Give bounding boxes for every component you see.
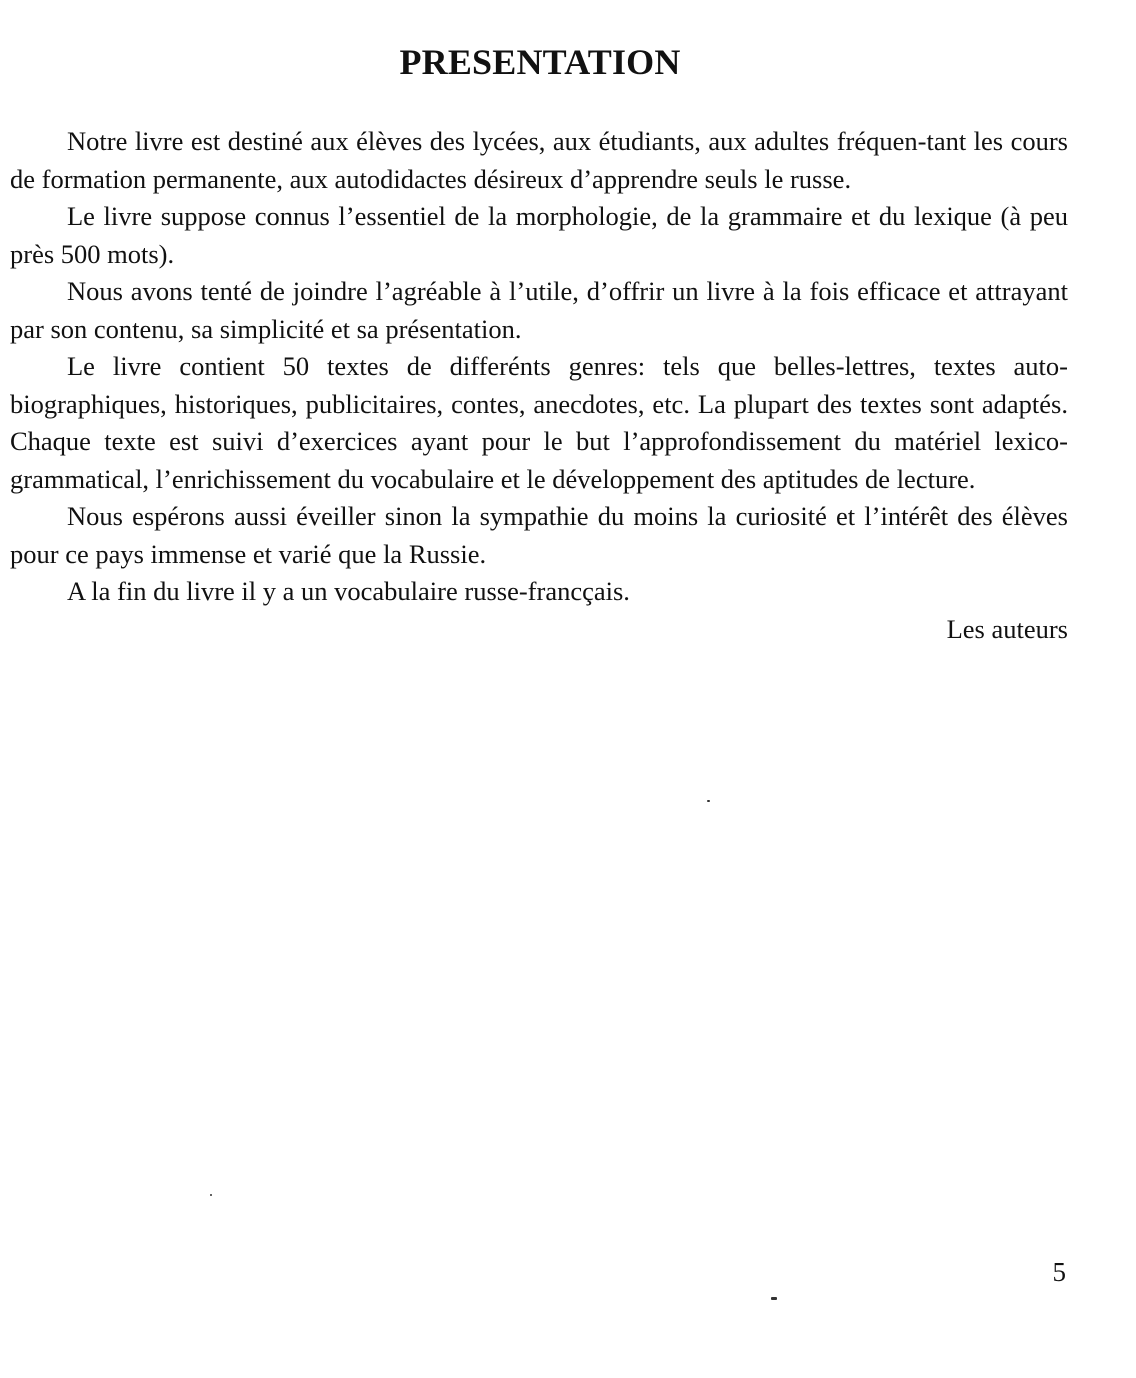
page-title: PRESENTATION [399,42,681,82]
paragraph-4: Le livre contient 50 textes de differénts genres: tels que belles-lettres, textes auto-biographiques, historiques, publicitaires, contes, anecdotes, etc. La plupart des textes sont adaptés. Chaque texte est suivi d’exercices ayant pour le but l’approfondissement du matériel lexico-grammatical, l’enrichissement du vocabulaire et le développement des aptitudes de lecture. [10,351,1068,494]
scan-speck [771,1297,777,1300]
paragraph-5: Nous espérons aussi éveiller sinon la sympathie du moins la curiosité et l’intérêt des élèves pour ce pays immense et varié que la Russie. [10,501,1068,569]
presentation-body [10,123,1068,648]
paragraph-2: Le livre suppose connus l’essentiel de la morphologie, de la grammaire et du lexique (à peu près 500 mots). [10,201,1068,269]
scan-speck [210,1194,212,1196]
scan-speck [707,800,710,802]
signature: Les auteurs [946,613,1068,644]
paragraph-6: A la fin du livre il y a un vocabulaire russe-francçais. [67,576,630,606]
paragraph-3: Nous avons tenté de joindre l’agréable à l’utile, d’offrir un livre à la fois efficace et attrayant par son contenu, sa simplicité et sa présentation. [10,276,1068,344]
page-number: 5 [1052,1257,1066,1287]
paragraph-1: Notre livre est destiné aux élèves des lycées, aux étudiants, aux adultes fréquen-tant les cours de formation permanente, aux autodidactes désireux d’apprendre seuls le russe. [10,126,1068,194]
